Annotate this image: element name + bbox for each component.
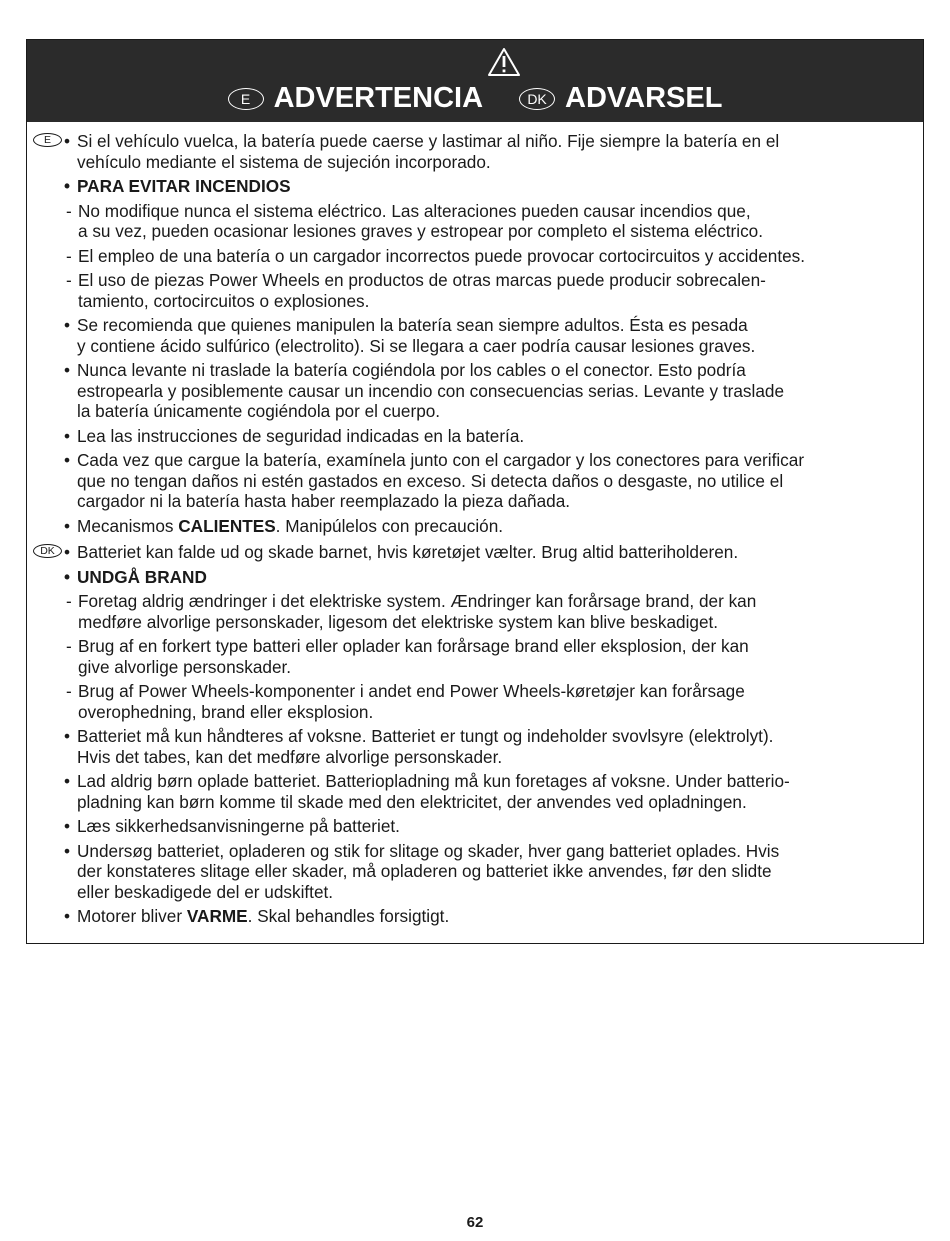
dash-marker: - (66, 245, 72, 266)
dash-item (27, 201, 923, 242)
bullet-marker: • (64, 515, 71, 536)
danish-section (27, 542, 923, 927)
item-line: PARA EVITAR INCENDIOS (77, 176, 291, 196)
warning-box (26, 39, 924, 944)
item-text: . Skal behandles forsigtigt. (247, 906, 450, 926)
bullet-item (27, 360, 923, 422)
dash-marker: - (66, 200, 72, 221)
lang-badge-dk: DK (519, 88, 555, 110)
item-line: Batteriet kan falde ud og skade barnet, hvis køretøjet vælter. Brug altid batteriholderen. (77, 542, 739, 562)
item-line (77, 906, 923, 927)
page-number: 62 (466, 1214, 484, 1231)
item-line: No modifique nunca el sistema eléctrico. Las alteraciones pueden causar incendios que, (78, 200, 751, 221)
item-line: que no tengan daños ni estén gastados en exceso. Si detecta daños o desgaste, no utilice el (77, 470, 784, 491)
item-line: Nunca levante ni traslade la batería cogiéndola por los cables o el conector. Esto podría (77, 360, 746, 380)
bullet-item (27, 516, 923, 537)
item-emphasis: CALIENTES (178, 515, 276, 536)
item-line: UNDGÅ BRAND (77, 566, 207, 587)
bullet-item (27, 450, 923, 512)
dash-item (27, 591, 923, 632)
section-heading (27, 567, 923, 588)
warning-triangle-icon (487, 47, 521, 77)
bullet-item (27, 771, 923, 812)
item-line: Lea las instrucciones de seguridad indicadas en la batería. (77, 425, 525, 446)
dash-marker: - (66, 636, 72, 656)
bullet-item (27, 131, 923, 172)
item-line: Batteriet må kun håndteres af voksne. Batteriet er tungt og indeholder svovlsyre (elektrolyt). (77, 726, 774, 746)
warning-header (27, 40, 923, 122)
item-line: Undersøg batteriet, opladeren og stik for slitage og skader, hver gang batteriet oplades. Hvis (77, 840, 780, 861)
bullet-item (27, 315, 923, 356)
item-line: eller beskadigede del er udskiftet. (77, 881, 334, 902)
bullet-marker: • (64, 542, 71, 562)
bullet-marker: • (64, 816, 71, 836)
bullet-item (27, 906, 923, 927)
item-line: tamiento, cortocircuitos o explosiones. (78, 290, 370, 311)
item-emphasis: VARME (186, 906, 248, 926)
bullet-item (27, 841, 923, 903)
header-title-row (27, 82, 923, 115)
item-line: El empleo de una batería o un cargador incorrectos puede provocar cortocircuitos y accidentes. (78, 245, 806, 266)
item-line: give alvorlige personskader. (78, 656, 292, 677)
bullet-marker: • (64, 176, 71, 196)
dash-marker: - (66, 270, 72, 290)
item-line: Foretag aldrig ændringer i det elektriske system. Ændringer kan forårsage brand, der kan (78, 591, 757, 611)
item-line: Lad aldrig børn oplade batteriet. Batteriopladning må kun foretages af voksne. Under batterio- (77, 771, 790, 791)
header-spanish (228, 82, 483, 115)
lang-badge-dk-small: DK (33, 544, 62, 558)
bullet-marker: • (64, 840, 71, 861)
bullet-marker: • (64, 360, 71, 380)
dash-marker: - (66, 591, 72, 611)
bullet-marker: • (64, 566, 71, 587)
item-line: cargador ni la batería hasta haber reemplazado la pieza dañada. (77, 491, 571, 511)
item-line: la batería únicamente cogiéndola por el cuerpo. (77, 401, 441, 421)
bullet-marker: • (64, 315, 71, 335)
item-line: Læs sikkerhedsanvisningerne på batteriet. (77, 816, 400, 836)
item-line: a su vez, pueden ocasionar lesiones graves y estropear por completo el sistema eléctrico. (78, 221, 763, 241)
lang-badge-es-small: E (33, 133, 62, 147)
bullet-marker: • (64, 450, 71, 470)
spanish-items (27, 131, 923, 536)
bullet-marker: • (64, 906, 71, 926)
dash-item (27, 246, 923, 267)
lang-badge-es: E (228, 88, 264, 110)
bullet-item (27, 816, 923, 837)
item-line: Brug af en forkert type batteri eller oplader kan forårsage brand eller eksplosion, der kan (78, 636, 749, 656)
bullet-marker: • (64, 771, 71, 791)
bullet-marker: • (64, 726, 71, 746)
item-line: overophedning, brand eller eksplosion. (78, 701, 374, 722)
item-line: El uso de piezas Power Wheels en productos de otras marcas puede producir sobrecalen- (78, 270, 766, 290)
item-line: estropearla y posiblemente causar un incendio con consecuencias serias. Levante y traslade (77, 380, 785, 401)
item-line: der konstateres slitage eller skader, må opladeren og batteriet ikke anvendes, før den slidte (77, 861, 772, 881)
item-line: Cada vez que cargue la batería, examínela junto con el cargador y los conectores para verificar (77, 450, 805, 470)
danish-items (27, 542, 923, 927)
bullet-item (27, 542, 923, 563)
bullet-marker: • (64, 425, 71, 446)
bullet-marker: • (64, 131, 71, 151)
item-text: Mecanismos (77, 515, 179, 536)
item-line: y contiene ácido sulfúrico (electrolito). Si se llegara a caer podría causar lesiones graves. (77, 335, 756, 356)
item-line: Hvis det tabes, kan det medføre alvorlige personskader. (77, 746, 503, 767)
dash-item (27, 636, 923, 677)
item-text: Motorer bliver (77, 906, 187, 926)
section-heading (27, 176, 923, 197)
item-line: vehículo mediante el sistema de sujeción incorporado. (77, 151, 491, 172)
item-line: pladning kan børn komme til skade med den elektricitet, der anvendes ved opladningen. (77, 791, 747, 812)
item-text: . Manipúlelos con precaución. (275, 515, 504, 536)
title-spanish: ADVERTENCIA (273, 82, 484, 114)
warning-content (27, 131, 923, 931)
dash-item (27, 270, 923, 311)
title-danish: ADVARSEL (565, 82, 723, 114)
header-danish (519, 82, 722, 115)
item-line: Si el vehículo vuelca, la batería puede caerse y lastimar al niño. Fije siempre la batería en el (77, 131, 780, 151)
bullet-item (27, 426, 923, 447)
item-line: medføre alvorlige personskader, ligesom det elektriske system kan blive beskadiget. (78, 611, 719, 632)
spanish-section (27, 131, 923, 536)
bullet-item (27, 726, 923, 767)
item-line: Se recomienda que quienes manipulen la batería sean siempre adultos. Ésta es pesada (77, 315, 748, 335)
dash-item (27, 681, 923, 722)
dash-marker: - (66, 681, 72, 701)
item-line: Brug af Power Wheels-komponenter i andet end Power Wheels-køretøjer kan forårsage (78, 681, 745, 701)
item-line (77, 516, 923, 537)
